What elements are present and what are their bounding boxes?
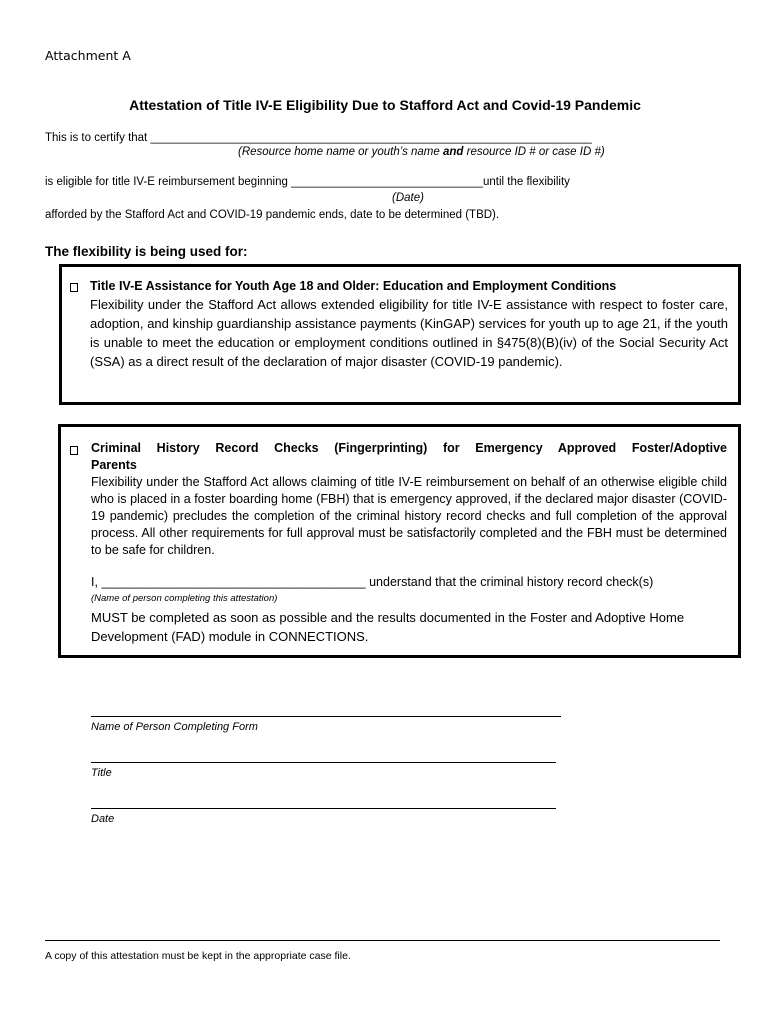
certify-hint-after: resource ID # or case ID #) xyxy=(463,146,605,158)
eligible-date-blank[interactable]: ______________________________ xyxy=(291,176,483,188)
attachment-label: Attachment A xyxy=(45,48,131,63)
eligible-line xyxy=(45,176,570,188)
option2-box xyxy=(58,424,741,658)
document-title: Attestation of Title IV-E Eligibility Due to Stafford Act and Covid-19 Pandemic xyxy=(129,97,641,113)
option1-heading: Title IV-E Assistance for Youth Age 18 and Older: Education and Employment Conditions xyxy=(90,279,617,293)
option2-checkbox[interactable] xyxy=(70,446,78,455)
option1-box xyxy=(59,264,741,405)
flexibility-heading: The flexibility is being used for: xyxy=(45,244,248,259)
title-signature-line[interactable] xyxy=(91,762,556,763)
name-label: Name of Person Completing Form xyxy=(91,721,258,733)
option1-body: Flexibility under the Stafford Act allows extended eligibility for title IV-E assistance with respect to foster care, adoption, and kinship guardianship assistance payments (KinGAP) services for youth up to age 21, if the youth is unable to meet the education or employment conditions outlined in §475(8)(B)(iv) of the Social Security Act (SSA) as a direct result of the declaration of major disaster (COVID-19 pandemic). xyxy=(90,297,728,369)
certify-hint-bold: and xyxy=(442,146,464,158)
attest-hint: (Name of person completing this attestation) xyxy=(91,593,278,604)
must-text: MUST be completed as soon as possible and the results documented in the Foster and Adoptive Home Development (FAD) module in CONNECTIONS. xyxy=(91,610,685,644)
footer-divider xyxy=(45,940,720,941)
certify-hint xyxy=(238,146,605,158)
attest-prefix: I, xyxy=(91,575,98,589)
certify-hint-before: (Resource home name or youth’s name xyxy=(238,146,443,158)
date-label: Date xyxy=(91,813,115,825)
eligible-suffix: until the flexibility xyxy=(482,176,570,188)
certify-line xyxy=(45,132,592,144)
eligible-prefix: is eligible for title IV-E reimbursement beginning xyxy=(45,176,288,188)
date-signature-line[interactable] xyxy=(91,808,556,809)
certify-prefix: This is to certify that xyxy=(45,132,148,144)
eligible-date-hint: (Date) xyxy=(392,192,424,204)
title-label: Title xyxy=(91,767,112,779)
attest-suffix: understand that the criminal history record check(s) xyxy=(369,575,654,589)
option2-body: Flexibility under the Stafford Act allows claiming of title IV-E reimbursement on behalf of an otherwise eligible child who is placed in a foster boarding home (FBH) that is emergency approved, if the declared major disaster (COVID-19 pandemic) precludes the completion of the criminal history record checks and full completion of the approval process. All other requirements for full approval must be satisfactorily completed and the FBH must be determined to be safe for children. xyxy=(91,475,727,557)
option2-heading-line2: Parents xyxy=(91,458,137,472)
name-signature-line[interactable] xyxy=(91,716,561,717)
certify-blank[interactable]: _____________________________________________________________________ xyxy=(150,132,592,144)
option1-checkbox[interactable] xyxy=(70,283,78,292)
attest-line xyxy=(91,575,653,589)
attest-name-blank[interactable]: ______________________________________ xyxy=(101,575,366,589)
option2-heading-line1: Criminal History Record Checks (Fingerprinting) for Emergency Approved Foster/Adoptive xyxy=(91,441,727,455)
footer-note: A copy of this attestation must be kept in the appropriate case file. xyxy=(45,950,351,962)
afforded-text: afforded by the Stafford Act and COVID-19 pandemic ends, date to be determined (TBD). xyxy=(45,209,500,221)
